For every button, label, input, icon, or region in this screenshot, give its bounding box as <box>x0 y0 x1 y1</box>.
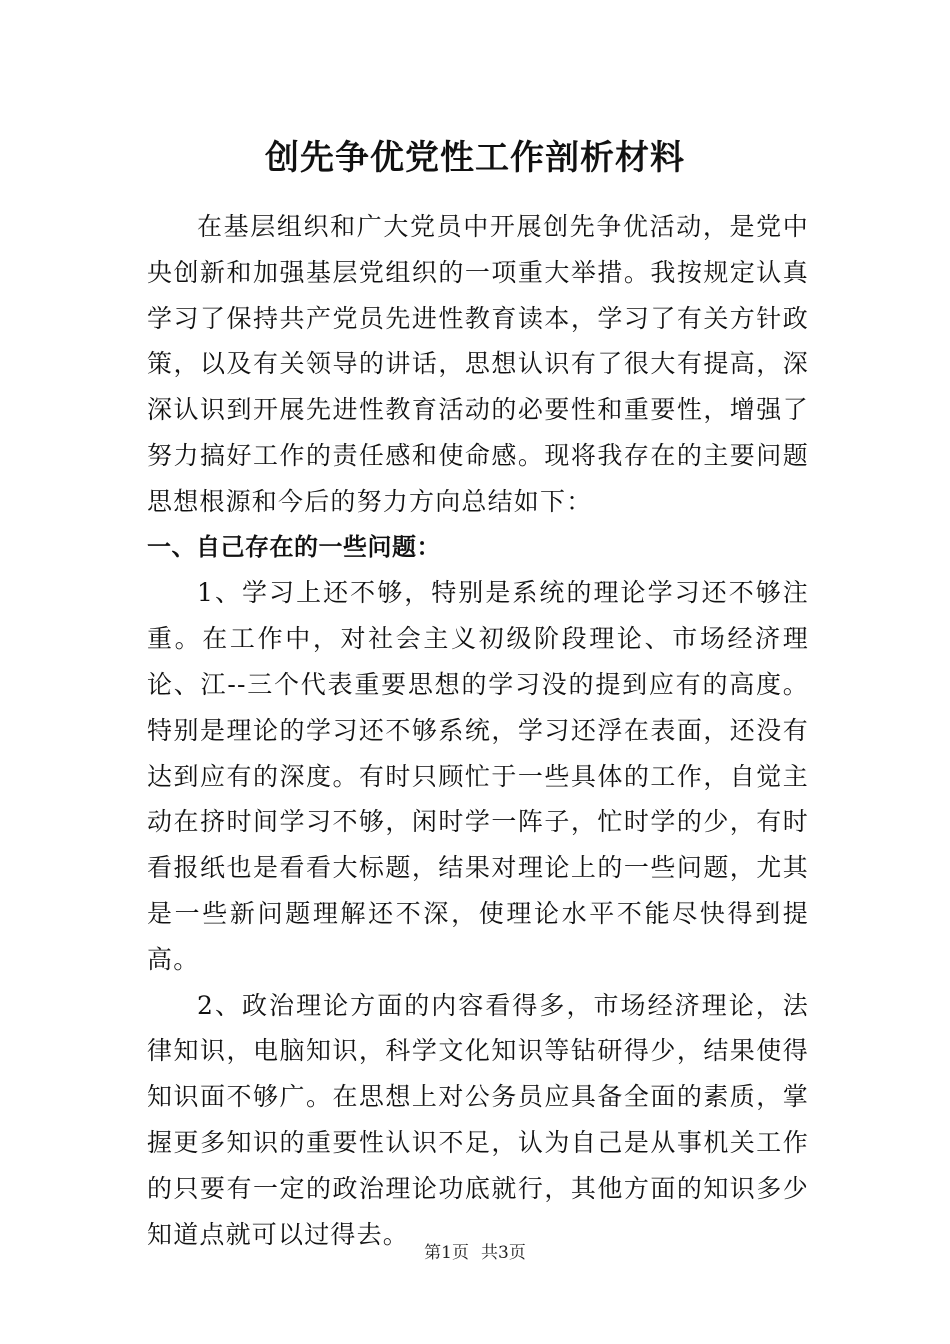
document-title: 创先争优党性工作剖析材料 <box>265 138 685 178</box>
page-footer <box>0 1241 950 1265</box>
section-heading: 一、自己存在的一些问题： <box>147 532 441 561</box>
intro-paragraph: 在基层组织和广大党员中开展创先争优活动，是党中央创新和加强基层党组织的一项重大举措。我按规定认真学习了保持共产党员先进性教育读本，学习了有关方针政策，以及有关领导的讲话，思想认识有了很大有提高，深深认识到开展先进性教育活动的必要性和重要性，增强了努力搞好工作的责任感和使命感。现将我存在的主要问题思想根源和今后的努力方向总结如下： <box>147 212 809 516</box>
paragraph-problem-2: 2、政治理论方面的内容看得多，市场经济理论，法律知识，电脑知识，科学文化知识等钻研得少，结果使得知识面不够广。在思想上对公务员应具备全面的素质，掌握更多知识的重要性认识不足，认为自己是从事机关工作的只要有一定的政治理论功底就行，其他方面的知识多少知道点就可以过得去。 <box>147 990 809 1249</box>
page-number: 第1页 <box>424 1243 469 1263</box>
document-body <box>147 204 809 1257</box>
page-total: 共3页 <box>481 1243 526 1263</box>
paragraph-problem-1: 1、学习上还不够，特别是系统的理论学习还不够注重。在工作中，对社会主义初级阶段理论、市场经济理论、江--三个代表重要思想的学习没的提到应有的高度。特别是理论的学习还不够系统，学习还浮在表面，还没有达到应有的深度。有时只顾忙于一些具体的工作，自觉主动在挤时间学习不够，闲时学一阵子，忙时学的少，有时看报纸也是看看大标题，结果对理论上的一些问题，尤其是一些新问题理解还不深，使理论水平不能尽快得到提高。 <box>147 578 809 974</box>
